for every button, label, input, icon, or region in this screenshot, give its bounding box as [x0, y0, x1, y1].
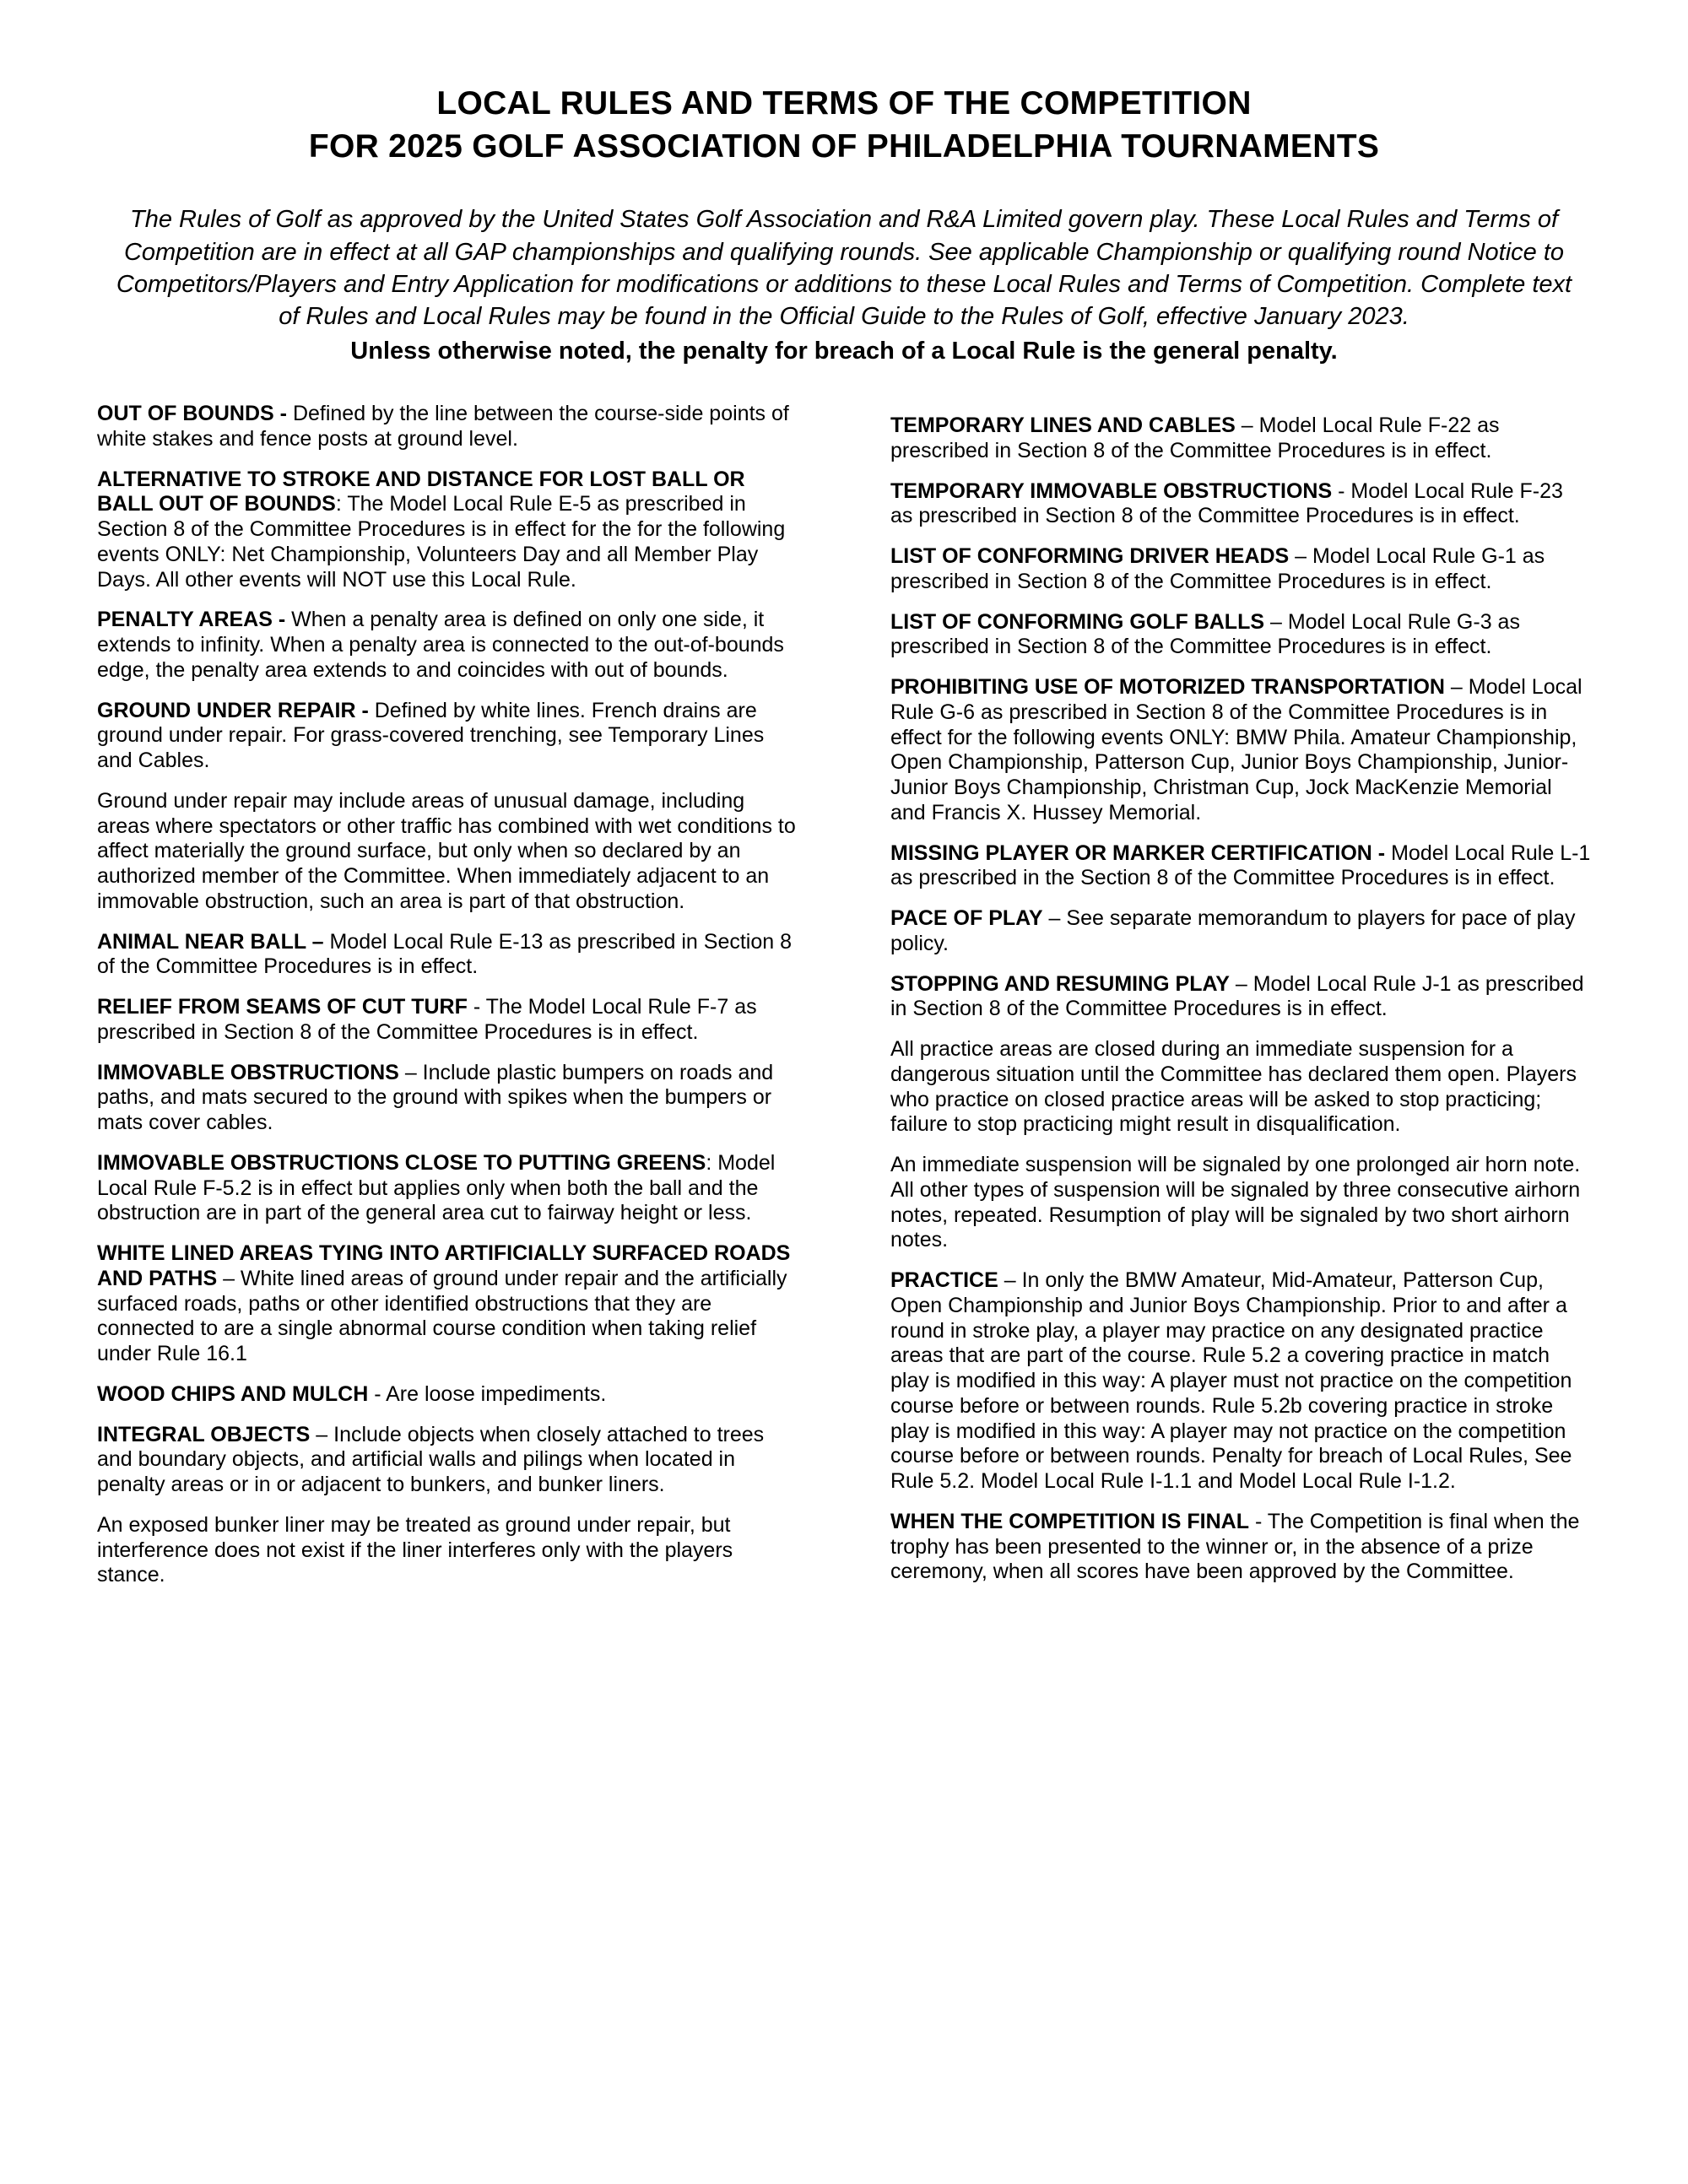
rule-heading: LIST OF CONFORMING GOLF BALLS — [890, 609, 1265, 634]
rule-heading: WOOD CHIPS AND MULCH — [97, 1381, 369, 1406]
rule-text: Defined by the line between the course-side points of white stakes and fence posts at ground level. — [97, 402, 789, 451]
rule-section-temporary-immovable-obstructions — [890, 479, 1591, 530]
rule-section-immovable-obstructions-putting-greens — [97, 1151, 798, 1226]
rule-heading: TEMPORARY LINES AND CABLES — [890, 414, 1236, 438]
rule-text: Ground under repair may include areas of unusual damage, including areas where spectators or other traffic has combined with wet conditions to affect materially the ground surface, but only when so declared by an authorized member of the Committee. When immediately adjacent to an immovable obstruction, such an area is part of that obstruction. — [97, 788, 796, 913]
rule-section-conforming-golf-balls — [890, 610, 1591, 661]
rule-heading: TEMPORARY IMMOVABLE OBSTRUCTIONS — [890, 478, 1333, 503]
right-column — [890, 402, 1591, 1603]
rule-section-stopping-resuming-play — [890, 972, 1591, 1023]
rule-section-integral-objects — [97, 1423, 798, 1498]
rule-section-when-competition-final — [890, 1510, 1591, 1585]
rule-heading: MISSING PLAYER OR MARKER CERTIFICATION - — [890, 841, 1392, 865]
rule-text: When a penalty area is defined on only one side, it extends to infinity. When a penalty area is connected to the out-of-bounds edge, the penalty area extends to and coincides with out of bounds. — [97, 608, 784, 682]
rule-text: Model Local Rule E-13 as prescribed in Section 8 of the Committee Procedures is in effect. — [97, 929, 793, 979]
rule-text: – Model Local Rule F-22 as prescribed in Section 8 of the Committee Procedures is in effect. — [890, 414, 1500, 462]
rule-text: - The Model Local Rule F-7 as prescribed in Section 8 of the Committee Procedures is in effect. — [97, 995, 757, 1044]
rule-heading: PENALTY AREAS - — [97, 608, 292, 632]
rule-section-suspension-signals — [890, 1153, 1591, 1253]
rule-section-ground-under-repair-continued — [97, 789, 798, 915]
rule-text: An exposed bunker liner may be treated as ground under repair, but interference does not exist if the liner interferes only with the players stance. — [97, 1512, 733, 1587]
rule-heading: GROUND UNDER REPAIR - — [97, 698, 375, 722]
left-column — [97, 402, 798, 1603]
rule-text: – Include plastic bumpers on roads and paths, and mats secured to the ground with spikes when the bumpers or mats cover cables. — [97, 1060, 774, 1135]
rule-text: An immediate suspension will be signaled by one prolonged air horn note. All other types of suspension will be signaled by three consecutive airhorn notes, repeated. Resumption of play will be signaled by two short airhorn notes. — [890, 1153, 1581, 1252]
rule-section-practice-areas-closed — [890, 1037, 1591, 1138]
rule-text: - Model Local Rule F-23 as prescribed in Section 8 of the Committee Procedures is in effect. — [890, 478, 1563, 528]
rule-heading: OUT OF BOUNDS - — [97, 402, 293, 426]
rule-heading: PROHIBITING USE OF MOTORIZED TRANSPORTATION — [890, 675, 1445, 700]
document-title — [97, 83, 1591, 168]
rule-heading: IMMOVABLE OBSTRUCTIONS — [97, 1060, 399, 1084]
rule-section-wood-chips-mulch — [97, 1382, 798, 1408]
rule-section-white-lined-areas — [97, 1241, 798, 1367]
rule-section-alternative-stroke-distance — [97, 468, 798, 593]
rule-heading: IMMOVABLE OBSTRUCTIONS CLOSE TO PUTTING GREENS — [97, 1150, 706, 1175]
rule-section-integral-objects-continued — [97, 1513, 798, 1588]
rule-text: – In only the BMW Amateur, Mid-Amateur, Patterson Cup, Open Championship and Junior Boys Championship. Prior to and after a round in stroke play, a player may practice on any designated practice areas that are part of the course. Rule 5.2 a covering practice in match play is modified in this way: A player must not practice on the competition course before or between rounds. Rule 5.2b covering practice in stroke play is modified in this way: A player may not practice on the competition course before or between rounds. Penalty for breach of Local Rules, See Rule 5.2. Model Local Rule I-1.1 and Model Local Rule I-1.2. — [890, 1268, 1572, 1494]
rule-section-ground-under-repair — [97, 699, 798, 774]
rule-section-missing-player-marker-certification — [890, 841, 1591, 892]
rule-heading: ALTERNATIVE TO STROKE AND DISTANCE FOR LOST BALL OR BALL OUT OF BOUNDS — [97, 467, 745, 516]
rule-text: – White lined areas of ground under repair and the artificially surfaced roads, paths or other identified obstructions that they are connected to are a single abnormal course condition when taking relief under Rule 16.1 — [97, 1266, 787, 1366]
rule-text: - The Competition is final when the trophy has been presented to the winner or, in the absence of a prize ceremony, when all scores have been approved by the Committee. — [890, 1509, 1580, 1584]
rule-text: - Are loose impediments. — [368, 1381, 607, 1406]
rule-text: – See separate memorandum to players for pace of play policy. — [890, 906, 1576, 955]
rule-heading: WHITE LINED AREAS TYING INTO ARTIFICIALLY SURFACED ROADS AND PATHS — [97, 1241, 791, 1290]
rule-text: – Model Local Rule G-1 as prescribed in Section 8 of the Committee Procedures is in effect. — [890, 544, 1545, 593]
rule-text: – Include objects when closely attached to trees and boundary objects, and artificial walls and pilings when located in penalty areas or in or adjacent to bunkers, and bunker liners. — [97, 1422, 765, 1497]
rule-heading: RELIEF FROM SEAMS OF CUT TURF — [97, 995, 468, 1019]
rule-heading: LIST OF CONFORMING DRIVER HEADS — [890, 544, 1290, 569]
rule-heading: ANIMAL NEAR BALL – — [97, 929, 330, 954]
rule-heading: WHEN THE COMPETITION IS FINAL — [890, 1509, 1249, 1533]
rule-section-temporary-lines-cables — [890, 414, 1591, 464]
title-line-1: LOCAL RULES AND TERMS OF THE COMPETITION — [436, 85, 1252, 122]
rule-heading: PACE OF PLAY — [890, 906, 1043, 931]
rule-section-pace-of-play — [890, 906, 1591, 957]
penalty-note: Unless otherwise noted, the penalty for breach of a Local Rule is the general penalty. — [350, 338, 1338, 365]
rule-text: – Model Local Rule J-1 as prescribed in Section 8 of the Committee Procedures is in effect. — [890, 971, 1584, 1021]
rule-heading: STOPPING AND RESUMING PLAY — [890, 971, 1230, 996]
rule-text: : The Model Local Rule E-5 as prescribed in Section 8 of the Committee Procedures is in effect for the for the following events ONLY: Net Championship, Volunteers Day and all Member Play Days. All other events will NOT use this Local Rule. — [97, 492, 786, 592]
intro-paragraph: The Rules of Golf as approved by the United States Golf Association and R&A Limited govern play. These Local Rules and Terms of Competition are in effect at all GAP championships and qualifying rounds. See applicable Championship or qualifying round Notice to Competitors/Players and Entry Application for modifications or additions to these Local Rules and Terms of Competition. Complete text of Rules and Local Rules may be found in the Official Guide to the Rules of Golf, effective January 2023. — [116, 206, 1572, 331]
rule-section-penalty-areas — [97, 608, 798, 683]
rule-text: All practice areas are closed during an immediate suspension for a dangerous situation until the Committee has declared them open. Players who practice on closed practice areas will be asked to stop practicing; failure to stop practicing might result in disqualification. — [890, 1037, 1577, 1137]
rule-heading: INTEGRAL OBJECTS — [97, 1422, 311, 1446]
rule-text: – Model Local Rule G-6 as prescribed in Section 8 of the Committee Procedures is in effect for the following events ONLY: BMW Phila. Amateur Championship, Open Championship, Patterson Cup, Junior Boys Championship, Junior-Junior Boys Championship, Christman Cup, Jock MacKenzie Memorial and Francis X. Hussey Memorial. — [890, 675, 1582, 824]
rule-section-immovable-obstructions — [97, 1061, 798, 1136]
rule-text: Model Local Rule L-1 as prescribed in the Section 8 of the Committee Procedures is in effect. — [890, 841, 1591, 890]
rule-section-relief-seams-cut-turf — [97, 995, 798, 1046]
rule-section-animal-near-ball — [97, 930, 798, 981]
rule-heading: PRACTICE — [890, 1268, 998, 1293]
rule-section-prohibiting-motorized-transportation — [890, 675, 1591, 826]
rule-section-conforming-driver-heads — [890, 544, 1591, 595]
title-line-2: FOR 2025 GOLF ASSOCIATION OF PHILADELPHIA TOURNAMENTS — [308, 127, 1380, 165]
rule-text: – Model Local Rule G-3 as prescribed in Section 8 of the Committee Procedures is in effect. — [890, 609, 1520, 659]
rule-section-practice — [890, 1268, 1591, 1495]
rule-text: Defined by white lines. French drains are ground under repair. For grass-covered trenching, see Temporary Lines and Cables. — [97, 698, 765, 773]
rule-section-out-of-bounds — [97, 402, 798, 452]
rule-text: : Model Local Rule F-5.2 is in effect but applies only when both the ball and the obstruction are in part of the general area cut to fairway height or less. — [97, 1150, 776, 1225]
two-column-body — [97, 402, 1591, 1603]
